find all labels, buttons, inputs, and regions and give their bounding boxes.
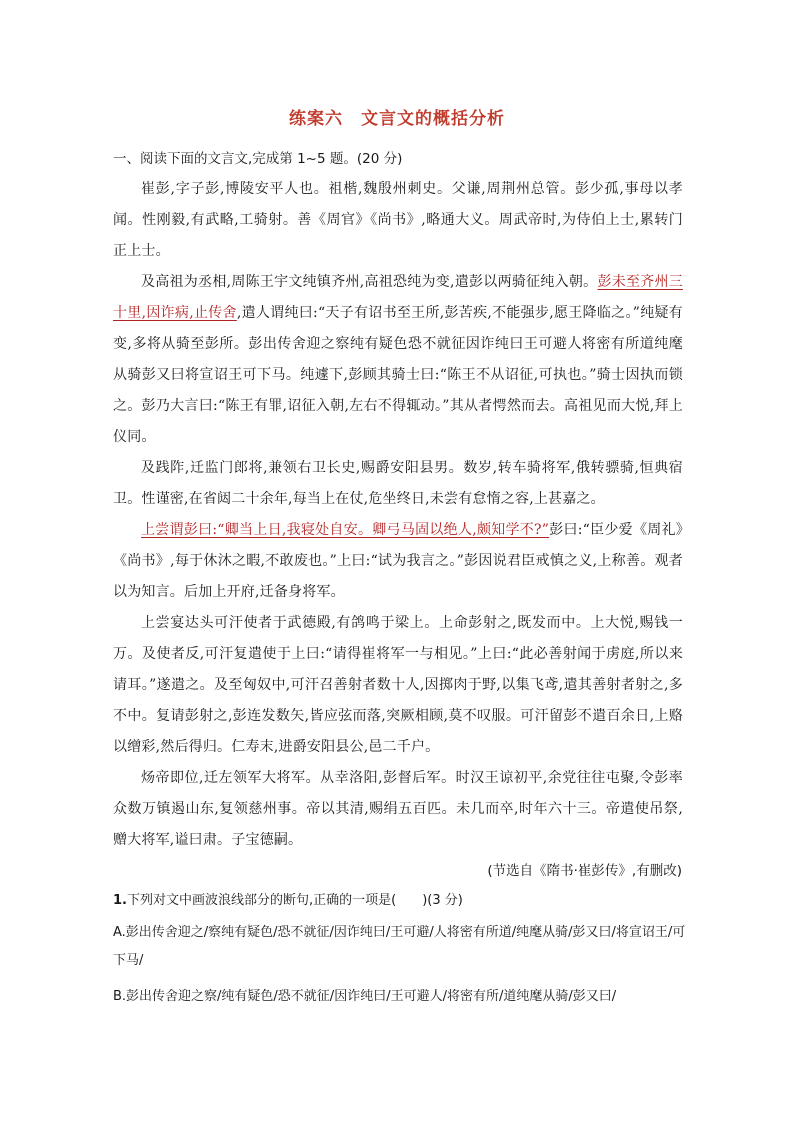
paragraph-text: 崔彭,字子彭,博陵安平人也。祖楷,魏殷州刺史。父谦,周荆州总管。彭少孤,事母以孝闻。性刚毅,有武略,工骑射。善《周官》《尚书》,略通大义。周武帝时,为侍伯上士,累转门正上士。: [113, 181, 683, 259]
underlined-sentence: 彭未至齐州三十里,因诈病,止传舍: [113, 274, 683, 321]
passage-body: [113, 174, 683, 856]
passage-paragraph: [113, 763, 683, 856]
passage-paragraph: [113, 267, 683, 453]
paragraph-text: 炀帝即位,迁左领军大将军。从幸洛阳,彭督后军。时汉王谅初平,余党往往屯聚,令彭率众数万镇遏山东,复领慈州事。帝以其清,赐绢五百匹。未几而卒,时年六十三。帝遣使吊祭,赠大将军,谥曰肃。子宝德嗣。: [113, 770, 683, 848]
paragraph-text: 彭曰:“臣少爱《周礼》《尚书》,每于休沐之暇,不敢废也。”上曰:“试为我言之。”彭因说君臣戒慎之义,上称善。观者以为知言。后加上开府,迁备身将军。: [113, 522, 683, 600]
passage-paragraph: [113, 515, 683, 608]
passage-paragraph: [113, 453, 683, 515]
paragraph-text: ,遣人谓纯曰:“天子有诏书至王所,彭苦疾,不能强步,愿王降临之。”纯疑有变,多将从骑至彭所。彭出传舍迎之察纯有疑色恐不就征因诈纯曰王可避人将密有所道纯麾从骑彭又曰将宣诏王可下马。纯遽下,彭顾其骑士曰:“陈王不从诏征,可执也。”骑士因执而锁之。彭乃大言曰:“陈王有罪,诏征入朝,左右不得辄动。”其从者愕然而去。高祖见而大悦,拜上仪同。: [113, 305, 683, 445]
section-heading: 一、阅读下面的文言文,完成第 1~5 题。(20 分): [113, 151, 403, 167]
paragraph-text: 及高祖为丞相,周陈王宇文纯镇齐州,高祖恐纯为变,遣彭以两骑征纯入朝。: [141, 274, 598, 290]
paragraph-text: 及践阼,迁监门郎将,兼领右卫长史,赐爵安阳县男。数岁,转车骑将军,俄转骠骑,恒典宿卫。性谨密,在省闼二十余年,每当上在仗,危坐终日,未尝有怠惰之容,上甚嘉之。: [113, 460, 683, 507]
question-text: 下列对文中画波浪线部分的断句,正确的一项是( )(3 分): [126, 893, 463, 908]
question-1-option-a: A.彭出传舍迎之/察纯有疑色/恐不就征/因诈纯曰/王可避/人将密有所道/纯麾从骑/彭又曰/将宣诏王/可下马/: [113, 925, 686, 968]
page-title: 练案六 文言文的概括分析: [289, 109, 505, 129]
passage-paragraph: [113, 608, 683, 763]
source-citation: (节选自《隋书·崔彭传》,有删改): [487, 863, 682, 879]
question-1-option-b: B.彭出传舍迎之察/纯有疑色/恐不就征/因诈纯曰/王可避人/将密有所/道纯麾从骑/彭又曰/: [113, 989, 617, 1004]
passage-paragraph: [113, 174, 683, 267]
question-1-stem: [113, 887, 688, 915]
underlined-sentence: 上尝谓彭曰:“卿当上日,我寝处自安。卿弓马固以绝人,颇知学不?”: [141, 522, 550, 538]
question-number: 1.: [113, 893, 127, 908]
paragraph-text: 上尝宴达头可汗使者于武德殿,有鸽鸣于梁上。上命彭射之,既发而中。上大悦,赐钱一万。及使者反,可汗复遣使于上曰:“请得崔将军一与相见。”上曰:“此必善射闻于虏庭,所以来请耳。”遂遣之。及至匈奴中,可汗召善射者数十人,因掷肉于野,以集飞鸢,遣其善射者射之,多不中。复请彭射之,彭连发数矢,皆应弦而落,突厥相顾,莫不叹服。可汗留彭不遣百余日,上赂以缯彩,然后得归。仁寿末,进爵安阳县公,邑二千户。: [113, 615, 683, 755]
